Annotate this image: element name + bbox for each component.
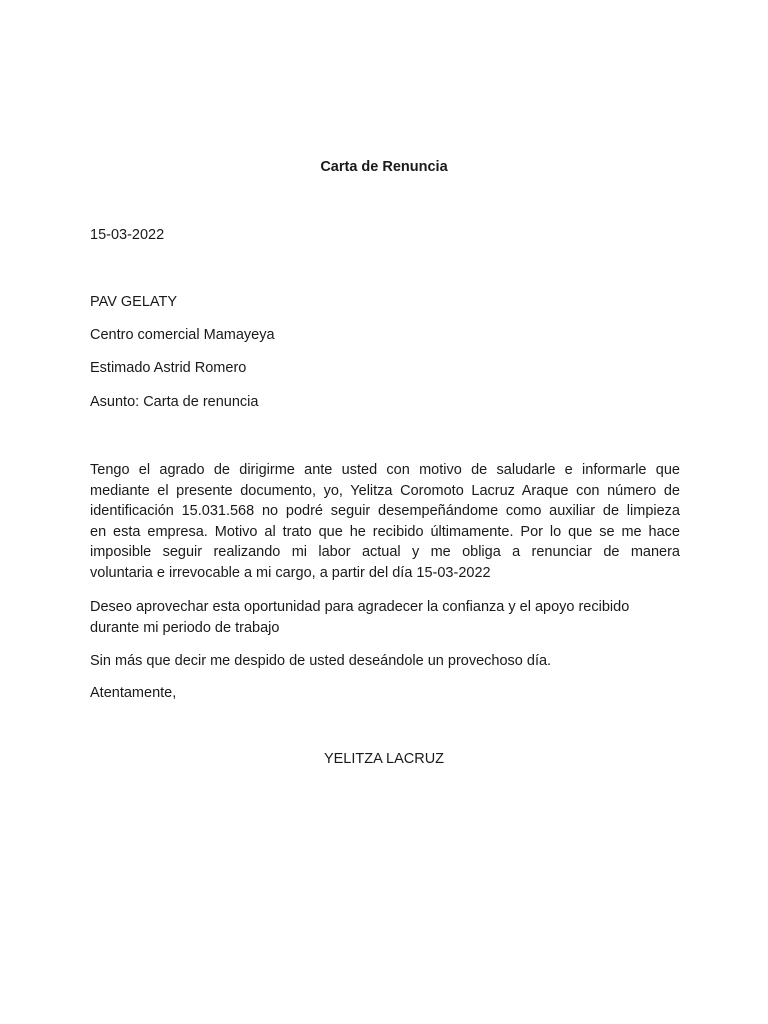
- page-title: Carta de Renuncia: [320, 159, 448, 175]
- paragraph-line: Deseo aprovechar esta oportunidad para agradecer la confianza y el apoyo recibido: [90, 599, 630, 615]
- paragraph-line: Sin más que decir me despido de usted deseándole un provechoso día.: [90, 653, 552, 669]
- paragraph-line: identificación 15.031.568 no podré seguir desempeñándome como auxiliar de limpieza: [90, 503, 680, 519]
- body-paragraph-3: [90, 651, 680, 672]
- recipient-greeting: Estimado Astrid Romero: [90, 360, 247, 376]
- body-paragraph-2: [90, 597, 680, 638]
- paragraph-line: voluntaria e irrevocable a mi cargo, a partir del día 15-03-2022: [90, 564, 491, 581]
- body-paragraph-1: [90, 460, 680, 583]
- paragraph-line: imposible seguir realizando mi labor actual y me obliga a renunciar de manera: [90, 544, 680, 560]
- signature-name: YELITZA LACRUZ: [323, 751, 445, 767]
- recipient-company: PAV GELATY: [90, 294, 178, 310]
- recipient-location: Centro comercial Mamayeya: [90, 327, 275, 343]
- paragraph-line: Tengo el agrado de dirigirme ante usted con motivo de saludarle e informarle que: [90, 462, 680, 478]
- paragraph-line: en esta empresa. Motivo al trato que he recibido últimamente. Por lo que se me hace: [90, 523, 680, 540]
- closing-phrase: Atentamente,: [90, 685, 177, 701]
- paragraph-line: durante mi periodo de trabajo: [90, 619, 280, 636]
- paragraph-line: mediante el presente documento, yo, Yelitza Coromoto Lacruz Araque con número de: [90, 482, 680, 499]
- letter-subject: Asunto: Carta de renuncia: [90, 394, 259, 410]
- letter-date: 15-03-2022: [90, 227, 165, 243]
